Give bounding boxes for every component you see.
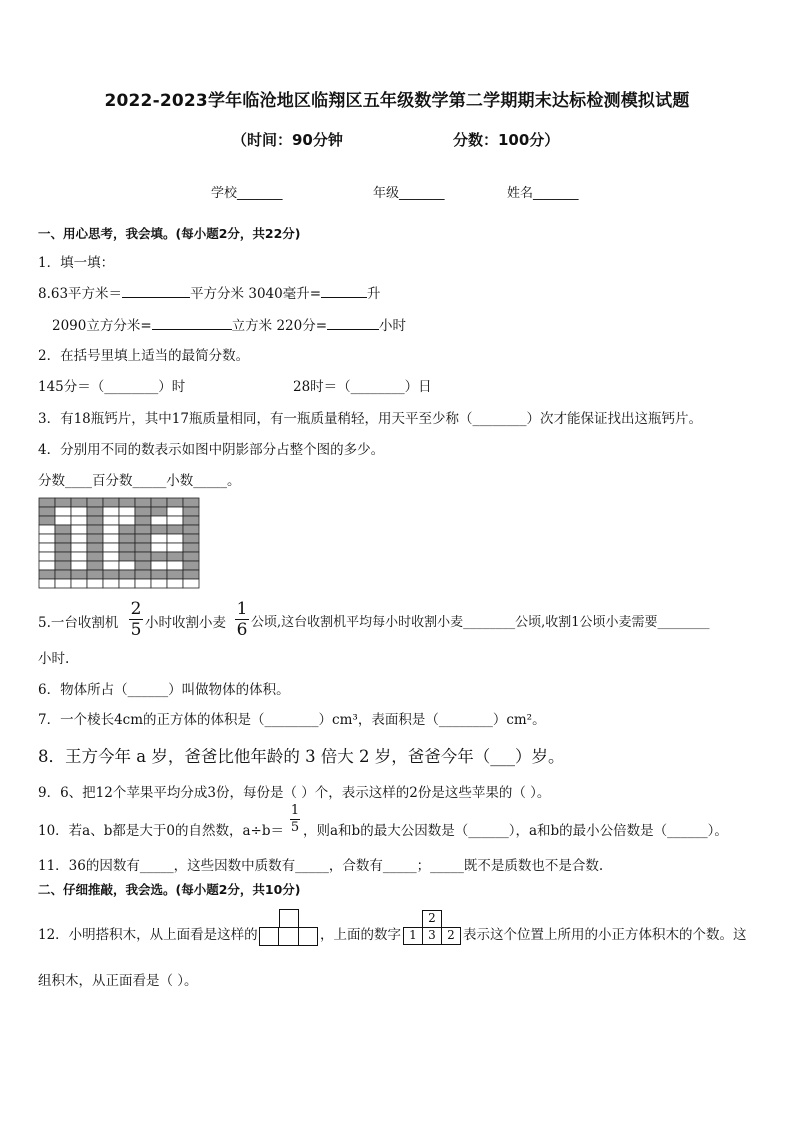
q4-answer: 分数____百分数_____小数_____。 <box>38 473 241 489</box>
q10-f-num: 1 <box>290 803 300 818</box>
top-view-figure <box>259 909 319 947</box>
q10-b: ，则a和b的最大公因数是（______），a和b的最小公倍数是（______）。 <box>303 823 728 839</box>
grid-cell-shaded <box>55 534 71 543</box>
q8: 8．王方今年 a 岁，爸爸比他年龄的 3 倍大 2 岁，爸爸今年（___）岁。 <box>38 747 565 766</box>
section-1-heading: 一、用心思考，我会填。(每小题2分，共22分) <box>38 226 301 241</box>
grid-cell <box>167 561 183 570</box>
grid-cell-shaded <box>55 543 71 552</box>
grid-cell <box>119 516 135 525</box>
grid-cell-shaded <box>55 525 71 534</box>
q2-stem: 2．在括号里填上适当的最简分数。 <box>38 348 250 364</box>
grid-cell <box>103 507 119 516</box>
grid-cell <box>39 561 55 570</box>
q2-a: 145分＝（________）时 <box>38 379 186 395</box>
grid-cell <box>135 579 151 588</box>
q5-fraction-2 <box>235 600 249 639</box>
count-cell: 1 <box>403 927 423 945</box>
grid-cell <box>167 534 183 543</box>
grid-cell <box>167 579 183 588</box>
grid-cell <box>151 534 167 543</box>
grid-cell <box>71 561 87 570</box>
q5-a: 5.一台收割机 <box>38 615 119 631</box>
q9: 9．6、把12个苹果平均分成3份，每份是（ ）个，表示这样的2份是这些苹果的（ ）。 <box>38 785 551 801</box>
grid-cell-shaded <box>87 525 103 534</box>
grid-cell-shaded <box>135 498 151 507</box>
grid-cell <box>103 525 119 534</box>
q1-l1c: 升 <box>367 286 381 302</box>
grid-cell <box>151 561 167 570</box>
grid-cell-shaded <box>151 525 167 534</box>
grid-cell-shaded <box>135 516 151 525</box>
grid-cell-shaded <box>151 498 167 507</box>
q1-blank-3 <box>152 316 232 330</box>
q12-c: 表示这个位置上所用的小正方体积木的个数。这 <box>463 927 747 943</box>
grid-cell-shaded <box>183 570 199 579</box>
q5-d: 小时. <box>38 651 70 667</box>
grid-cell <box>103 561 119 570</box>
q1-l2b: 立方米 220分= <box>231 318 328 334</box>
q1-l1a: 8.63平方米＝ <box>38 286 123 302</box>
q5-b: 小时收割小麦 <box>145 615 226 631</box>
grid-cell <box>167 516 183 525</box>
grid-cell-shaded <box>135 507 151 516</box>
section-2-heading: 二、仔细推敲，我会选。(每小题2分，共10分) <box>38 882 301 897</box>
q1-l1b: 平方分米 3040毫升= <box>190 286 322 302</box>
grid-cell <box>167 543 183 552</box>
grid-cell <box>39 579 55 588</box>
q5-f2-num: 1 <box>236 599 248 619</box>
grid-cell <box>39 552 55 561</box>
grid-cell <box>103 534 119 543</box>
q5-f1-den: 5 <box>130 620 142 640</box>
grid-cell-shaded <box>39 498 55 507</box>
grid-cell-shaded <box>87 543 103 552</box>
count-cell: 2 <box>422 910 442 928</box>
grid-cell-shaded <box>151 552 167 561</box>
q7: 7．一个棱长4cm的正方体的体积是（________）cm³，表面积是（________）cm²。 <box>38 712 546 728</box>
grid-cell <box>119 579 135 588</box>
grid-cell <box>151 516 167 525</box>
grid-cell <box>55 516 71 525</box>
school-field: 学校_______ <box>211 186 283 201</box>
grid-cell <box>183 579 199 588</box>
grid-cell-shaded <box>71 498 87 507</box>
q1-blank-1 <box>122 284 190 298</box>
page-title: 2022-2023学年临沧地区临翔区五年级数学第二学期期末达标检测模拟试题 <box>104 91 690 111</box>
grid-cell-shaded <box>183 507 199 516</box>
name-field: 姓名_______ <box>507 186 579 201</box>
exam-time: （时间：90分钟 <box>232 131 343 149</box>
grid-cell-shaded <box>87 534 103 543</box>
grid-cell-shaded <box>151 507 167 516</box>
grid-cell-shaded <box>103 570 119 579</box>
grid-cell-shaded <box>183 561 199 570</box>
grid-cell-shaded <box>183 516 199 525</box>
grid-cell <box>167 507 183 516</box>
q3: 3．有18瓶钙片，其中17瓶质量相同，有一瓶质量稍轻，用天平至少称（________）次才能保证找出这瓶钙片。 <box>38 411 702 427</box>
q1-line2 <box>52 314 406 334</box>
grid-cell-shaded <box>183 552 199 561</box>
count-figure <box>403 910 461 946</box>
grid-cell-shaded <box>183 498 199 507</box>
grid-cell-shaded <box>167 525 183 534</box>
grid-cell <box>87 579 103 588</box>
grid-cell <box>71 543 87 552</box>
grid-cell <box>103 579 119 588</box>
grid-cell-shaded <box>39 516 55 525</box>
grid-cell-shaded <box>135 525 151 534</box>
grid-cell <box>39 543 55 552</box>
grid-cell <box>39 534 55 543</box>
grid-cell-shaded <box>87 498 103 507</box>
grid-cell-shaded <box>119 525 135 534</box>
grid-cell-shaded <box>135 552 151 561</box>
grid-cell-shaded <box>183 525 199 534</box>
grid-cell <box>119 561 135 570</box>
q1-blank-4 <box>327 316 379 330</box>
grid-cell <box>71 579 87 588</box>
grid-cell-shaded <box>183 543 199 552</box>
grid-cell <box>151 579 167 588</box>
grid-cell-shaded <box>119 552 135 561</box>
grid-cell-shaded <box>135 570 151 579</box>
grid-cell-shaded <box>135 543 151 552</box>
grid-cell <box>55 507 71 516</box>
top-view-cell <box>278 927 299 946</box>
grid-cell-shaded <box>119 534 135 543</box>
grid-cell <box>119 507 135 516</box>
q5-f1-num: 2 <box>130 599 142 619</box>
grid-cell-shaded <box>119 498 135 507</box>
q5-fraction-1 <box>129 600 143 639</box>
grid-cell-shaded <box>87 507 103 516</box>
shaded-grid-figure <box>38 497 200 589</box>
top-view-cell <box>298 927 318 946</box>
top-view-cell <box>279 909 299 928</box>
grid-cell <box>103 516 119 525</box>
grid-cell-shaded <box>135 561 151 570</box>
grid-cell-shaded <box>87 561 103 570</box>
q1-line1 <box>38 282 381 302</box>
q4-stem: 4．分别用不同的数表示如图中阴影部分占整个图的多少。 <box>38 442 385 458</box>
grid-cell <box>71 525 87 534</box>
q12-b: ，上面的数字 <box>320 927 401 943</box>
grid-cell-shaded <box>55 561 71 570</box>
grid-cell <box>71 552 87 561</box>
q1-l2a: 2090立方分米= <box>52 318 152 334</box>
grid-cell-shaded <box>167 498 183 507</box>
grid-cell <box>103 552 119 561</box>
grid-cell-shaded <box>103 498 119 507</box>
q12-a: 12．小明搭积木，从上面看是这样的 <box>38 927 258 943</box>
grid-cell <box>71 534 87 543</box>
q11: 11．36的因数有_____，这些因数中质数有_____，合数有_____；_____既不是质数也不是合数. <box>38 858 604 874</box>
grid-cell <box>39 525 55 534</box>
q1-stem: 1．填一填： <box>38 255 115 271</box>
grid-cell-shaded <box>119 543 135 552</box>
grid-cell <box>103 543 119 552</box>
count-cell: 2 <box>441 927 461 945</box>
grid-cell-shaded <box>55 570 71 579</box>
grid-cell <box>71 507 87 516</box>
count-cell: 3 <box>422 927 442 945</box>
q10-fraction <box>290 804 300 835</box>
grid-cell-shaded <box>71 570 87 579</box>
grid-cell-shaded <box>135 534 151 543</box>
grid-cell-shaded <box>167 552 183 561</box>
grid-cell-shaded <box>183 534 199 543</box>
grid-cell <box>55 579 71 588</box>
q1-blank-2 <box>321 284 367 298</box>
q10-a: 10．若a、b都是大于0的自然数，a÷b＝ <box>38 823 284 839</box>
grid-cell-shaded <box>87 552 103 561</box>
q10-f-den: 5 <box>290 820 300 835</box>
grid-cell-shaded <box>87 516 103 525</box>
grid-cell-shaded <box>151 570 167 579</box>
q5-c: 公顷,这台收割机平均每小时收割小麦________公顷,收割1公顷小麦需要________ <box>251 615 710 630</box>
grid-cell-shaded <box>167 570 183 579</box>
grade-field: 年级_______ <box>373 186 445 201</box>
grid-cell-shaded <box>39 507 55 516</box>
grid-cell-shaded <box>55 552 71 561</box>
grid-cell <box>71 516 87 525</box>
top-view-cell <box>259 927 279 946</box>
grid-cell-shaded <box>55 498 71 507</box>
grid-cell-shaded <box>39 570 55 579</box>
exam-score: 分数：100分） <box>453 131 560 149</box>
grid-cell <box>151 543 167 552</box>
q5-f2-den: 6 <box>236 620 248 640</box>
q2-b: 28时＝（________）日 <box>293 379 432 395</box>
q12-d: 组积木，从正面看是（ ）。 <box>38 973 198 989</box>
grid-cell-shaded <box>119 570 135 579</box>
q1-l2c: 小时 <box>379 318 407 334</box>
q6: 6．物体所占（______）叫做物体的体积。 <box>38 682 290 698</box>
grid-cell-shaded <box>87 570 103 579</box>
